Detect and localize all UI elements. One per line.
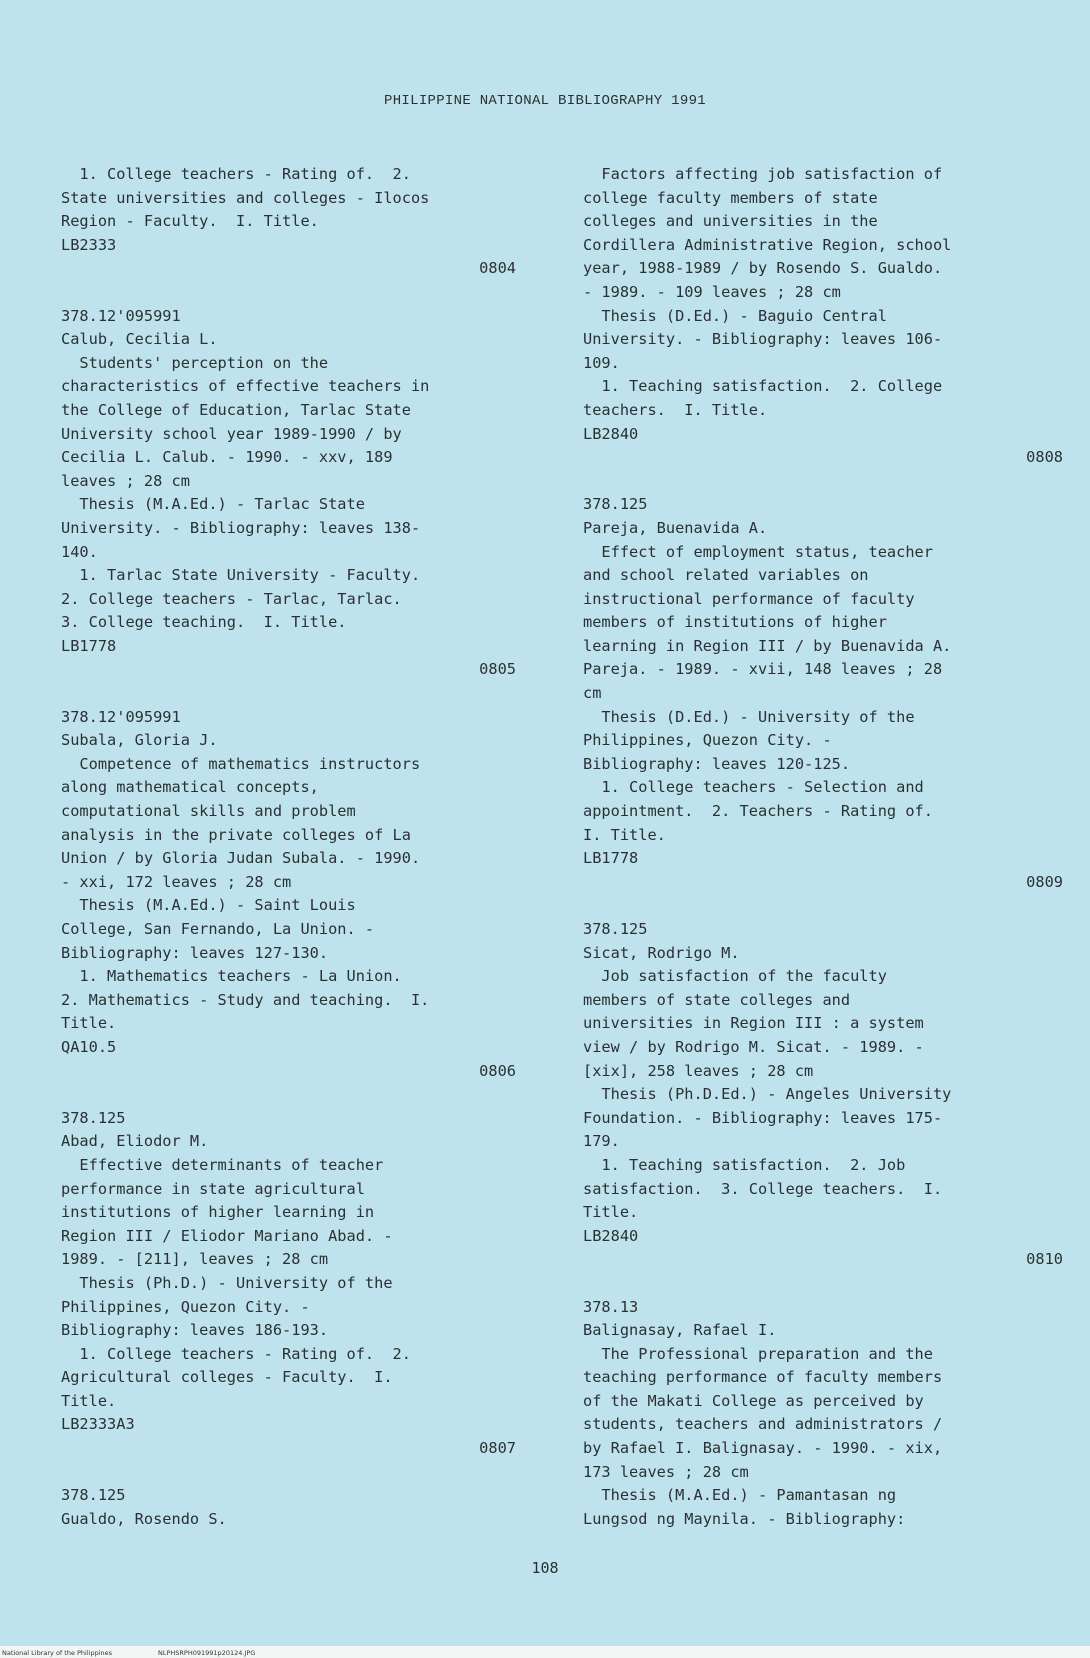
text-line: Thesis (M.A.Ed.) - Tarlac State: [61, 495, 365, 514]
text-line: - 1989. - 109 leaves ; 28 cm: [583, 282, 841, 301]
text-line: University. - Bibliography: leaves 138-: [61, 518, 421, 537]
entry-number: 0809: [1026, 872, 1063, 891]
text-line: 378.12'095991: [61, 306, 181, 325]
blank-line: [61, 281, 516, 305]
text-line: 1. College teachers - Rating of. 2.: [61, 1344, 411, 1363]
text-line: Philippines, Quezon City. -: [583, 731, 832, 750]
text-line: 179.: [583, 1132, 620, 1151]
text-line: LB2333: [61, 235, 117, 254]
page-number: 108: [531, 1559, 559, 1577]
text-line: Union / by Gloria Judan Subala. - 1990.: [61, 849, 421, 868]
text-line: 378.125: [583, 495, 648, 514]
scan-footer: [0, 1646, 1090, 1658]
text-line: Calub, Cecilia L.: [61, 330, 218, 349]
text-line: Thesis (Ph.D.Ed.) - Angeles University: [583, 1085, 952, 1104]
text-line: 378.125: [61, 1108, 126, 1127]
text-line: QA10.5: [61, 1037, 117, 1056]
text-line: colleges and universities in the: [583, 212, 878, 231]
text-line: I. Title.: [583, 825, 666, 844]
text-line: Thesis (M.A.Ed.) - Saint Louis: [61, 896, 356, 915]
text-line: members of state colleges and: [583, 990, 851, 1009]
text-line: 378.125: [61, 1486, 126, 1505]
text-line: - xxi, 172 leaves ; 28 cm: [61, 872, 292, 891]
text-line: Title.: [61, 1014, 117, 1033]
text-line: 1. Teaching satisfaction. 2. Job: [583, 1155, 906, 1174]
text-line: universities in Region III : a system: [583, 1014, 924, 1033]
text-line: Thesis (M.A.Ed.) - Pamantasan ng: [583, 1486, 897, 1505]
text-line: Gualdo, Rosendo S.: [61, 1509, 227, 1528]
text-line: 3. College teaching. I. Title.: [61, 613, 347, 632]
text-line: LB2840: [583, 424, 639, 443]
text-line: teaching performance of faculty members: [583, 1368, 943, 1387]
text-line: cm: [583, 684, 602, 703]
text-line: Effective determinants of teacher: [61, 1155, 384, 1174]
text-line: Effect of employment status, teacher: [583, 542, 933, 561]
blank-line: [61, 1461, 516, 1485]
entry-number: 0805: [479, 660, 516, 679]
text-line: along mathematical concepts,: [61, 778, 319, 797]
text-line: Balignasay, Rafael I.: [583, 1321, 777, 1340]
text-line: 1. Mathematics teachers - La Union.: [61, 967, 402, 986]
text-line: analysis in the private colleges of La: [61, 825, 411, 844]
blank-line: [61, 682, 516, 706]
left-column: [61, 163, 516, 1531]
text-line: 1989. - [211], leaves ; 28 cm: [61, 1250, 329, 1269]
text-line: Bibliography: leaves 186-193.: [61, 1321, 329, 1340]
text-line: 378.13: [583, 1297, 639, 1316]
text-line: 109.: [583, 353, 620, 372]
text-line: University school year 1989-1990 / by: [61, 424, 402, 443]
text-line: State universities and colleges - Ilocos: [61, 188, 430, 207]
text-line: Region - Faculty. I. Title.: [61, 212, 319, 231]
entry-number: 0808: [1026, 448, 1063, 467]
text-line: Philippines, Quezon City. -: [61, 1297, 310, 1316]
text-line: Pareja. - 1989. - xvii, 148 leaves ; 28: [583, 660, 943, 679]
text-line: 1. College teachers - Rating of. 2.: [61, 165, 411, 183]
entry-number: 0806: [479, 1061, 516, 1080]
text-line: institutions of higher learning in: [61, 1203, 375, 1222]
text-line: Thesis (D.Ed.) - University of the: [583, 707, 915, 726]
text-line: learning in Region III / by Buenavida A.: [583, 636, 952, 655]
text-line: [xix], 258 leaves ; 28 cm: [583, 1061, 814, 1080]
text-line: teachers. I. Title.: [583, 400, 768, 419]
text-line: satisfaction. 3. College teachers. I.: [583, 1179, 943, 1198]
text-line: Pareja, Buenavida A.: [583, 518, 768, 537]
text-line: Lungsod ng Maynila. - Bibliography:: [583, 1509, 906, 1528]
text-line: Region III / Eliodor Mariano Abad. -: [61, 1226, 393, 1245]
text-line: of the Makati College as perceived by: [583, 1391, 924, 1410]
text-line: computational skills and problem: [61, 802, 356, 821]
text-line: Sicat, Rodrigo M.: [583, 943, 740, 962]
text-line: Bibliography: leaves 120-125.: [583, 754, 851, 773]
page-title: PHILIPPINE NATIONAL BIBLIOGRAPHY 1991: [384, 93, 706, 109]
text-line: 2. College teachers - Tarlac, Tarlac.: [61, 589, 402, 608]
text-line: 173 leaves ; 28 cm: [583, 1462, 749, 1481]
text-line: Thesis (Ph.D.) - University of the: [61, 1273, 393, 1292]
text-line: LB1778: [583, 849, 639, 868]
text-line: view / by Rodrigo M. Sicat. - 1989. -: [583, 1037, 924, 1056]
text-line: 1. Teaching satisfaction. 2. College: [583, 377, 943, 396]
text-line: and school related variables on: [583, 566, 869, 585]
right-column: [583, 163, 1063, 1531]
text-line: 378.12'095991: [61, 707, 181, 726]
text-line: Cecilia L. Calub. - 1990. - xxv, 189: [61, 448, 393, 467]
text-line: year, 1988-1989 / by Rosendo S. Gualdo.: [583, 259, 943, 278]
entry-number: 0810: [1026, 1250, 1063, 1269]
text-line: University. - Bibliography: leaves 106-: [583, 330, 943, 349]
blank-line: [583, 894, 1063, 918]
text-line: Agricultural colleges - Faculty. I.: [61, 1368, 393, 1387]
text-line: Subala, Gloria J.: [61, 731, 218, 750]
text-line: Job satisfaction of the faculty: [583, 967, 887, 986]
text-line: members of institutions of higher: [583, 613, 887, 632]
text-line: Bibliography: leaves 127-130.: [61, 943, 329, 962]
blank-line: [583, 1272, 1063, 1296]
text-line: LB2333A3: [61, 1415, 135, 1434]
text-line: 1. Tarlac State University - Faculty.: [61, 566, 421, 585]
blank-line: [61, 1083, 516, 1107]
text-line: Foundation. - Bibliography: leaves 175-: [583, 1108, 943, 1127]
text-line: performance in state agricultural: [61, 1179, 365, 1198]
text-line: Title.: [61, 1391, 117, 1410]
text-line: leaves ; 28 cm: [61, 471, 190, 490]
text-line: characteristics of effective teachers in: [61, 377, 430, 396]
text-line: Students' perception on the: [61, 353, 329, 372]
text-line: college faculty members of state: [583, 188, 878, 207]
text-line: Factors affecting job satisfaction of: [583, 165, 943, 183]
footer-institution: National Library of the Philippines: [2, 1649, 113, 1657]
text-line: Abad, Eliodor M.: [61, 1132, 209, 1151]
text-line: instructional performance of faculty: [583, 589, 915, 608]
text-line: Thesis (D.Ed.) - Baguio Central: [583, 306, 887, 325]
text-line: College, San Fernando, La Union. -: [61, 920, 375, 938]
text-line: by Rafael I. Balignasay. - 1990. - xix,: [583, 1439, 943, 1458]
text-line: appointment. 2. Teachers - Rating of.: [583, 802, 933, 821]
text-line: Competence of mathematics instructors: [61, 754, 421, 773]
text-line: LB2840: [583, 1226, 639, 1245]
text-line: students, teachers and administrators /: [583, 1415, 943, 1434]
text-line: 140.: [61, 542, 98, 561]
text-line: the College of Education, Tarlac State: [61, 400, 411, 419]
text-line: 2. Mathematics - Study and teaching. I.: [61, 990, 430, 1009]
text-line: Cordillera Administrative Region, school: [583, 235, 952, 254]
text-line: 378.125: [583, 920, 648, 938]
text-line: LB1778: [61, 636, 117, 655]
text-line: The Professional preparation and the: [583, 1344, 933, 1363]
entry-number: 0807: [479, 1439, 516, 1458]
footer-file-code: NLPHSRPH091991p20124.JPG: [158, 1649, 256, 1657]
text-line: 1. College teachers - Selection and: [583, 778, 924, 797]
text-line: Title.: [583, 1203, 639, 1222]
entry-number: 0804: [479, 259, 516, 278]
blank-line: [583, 470, 1063, 494]
